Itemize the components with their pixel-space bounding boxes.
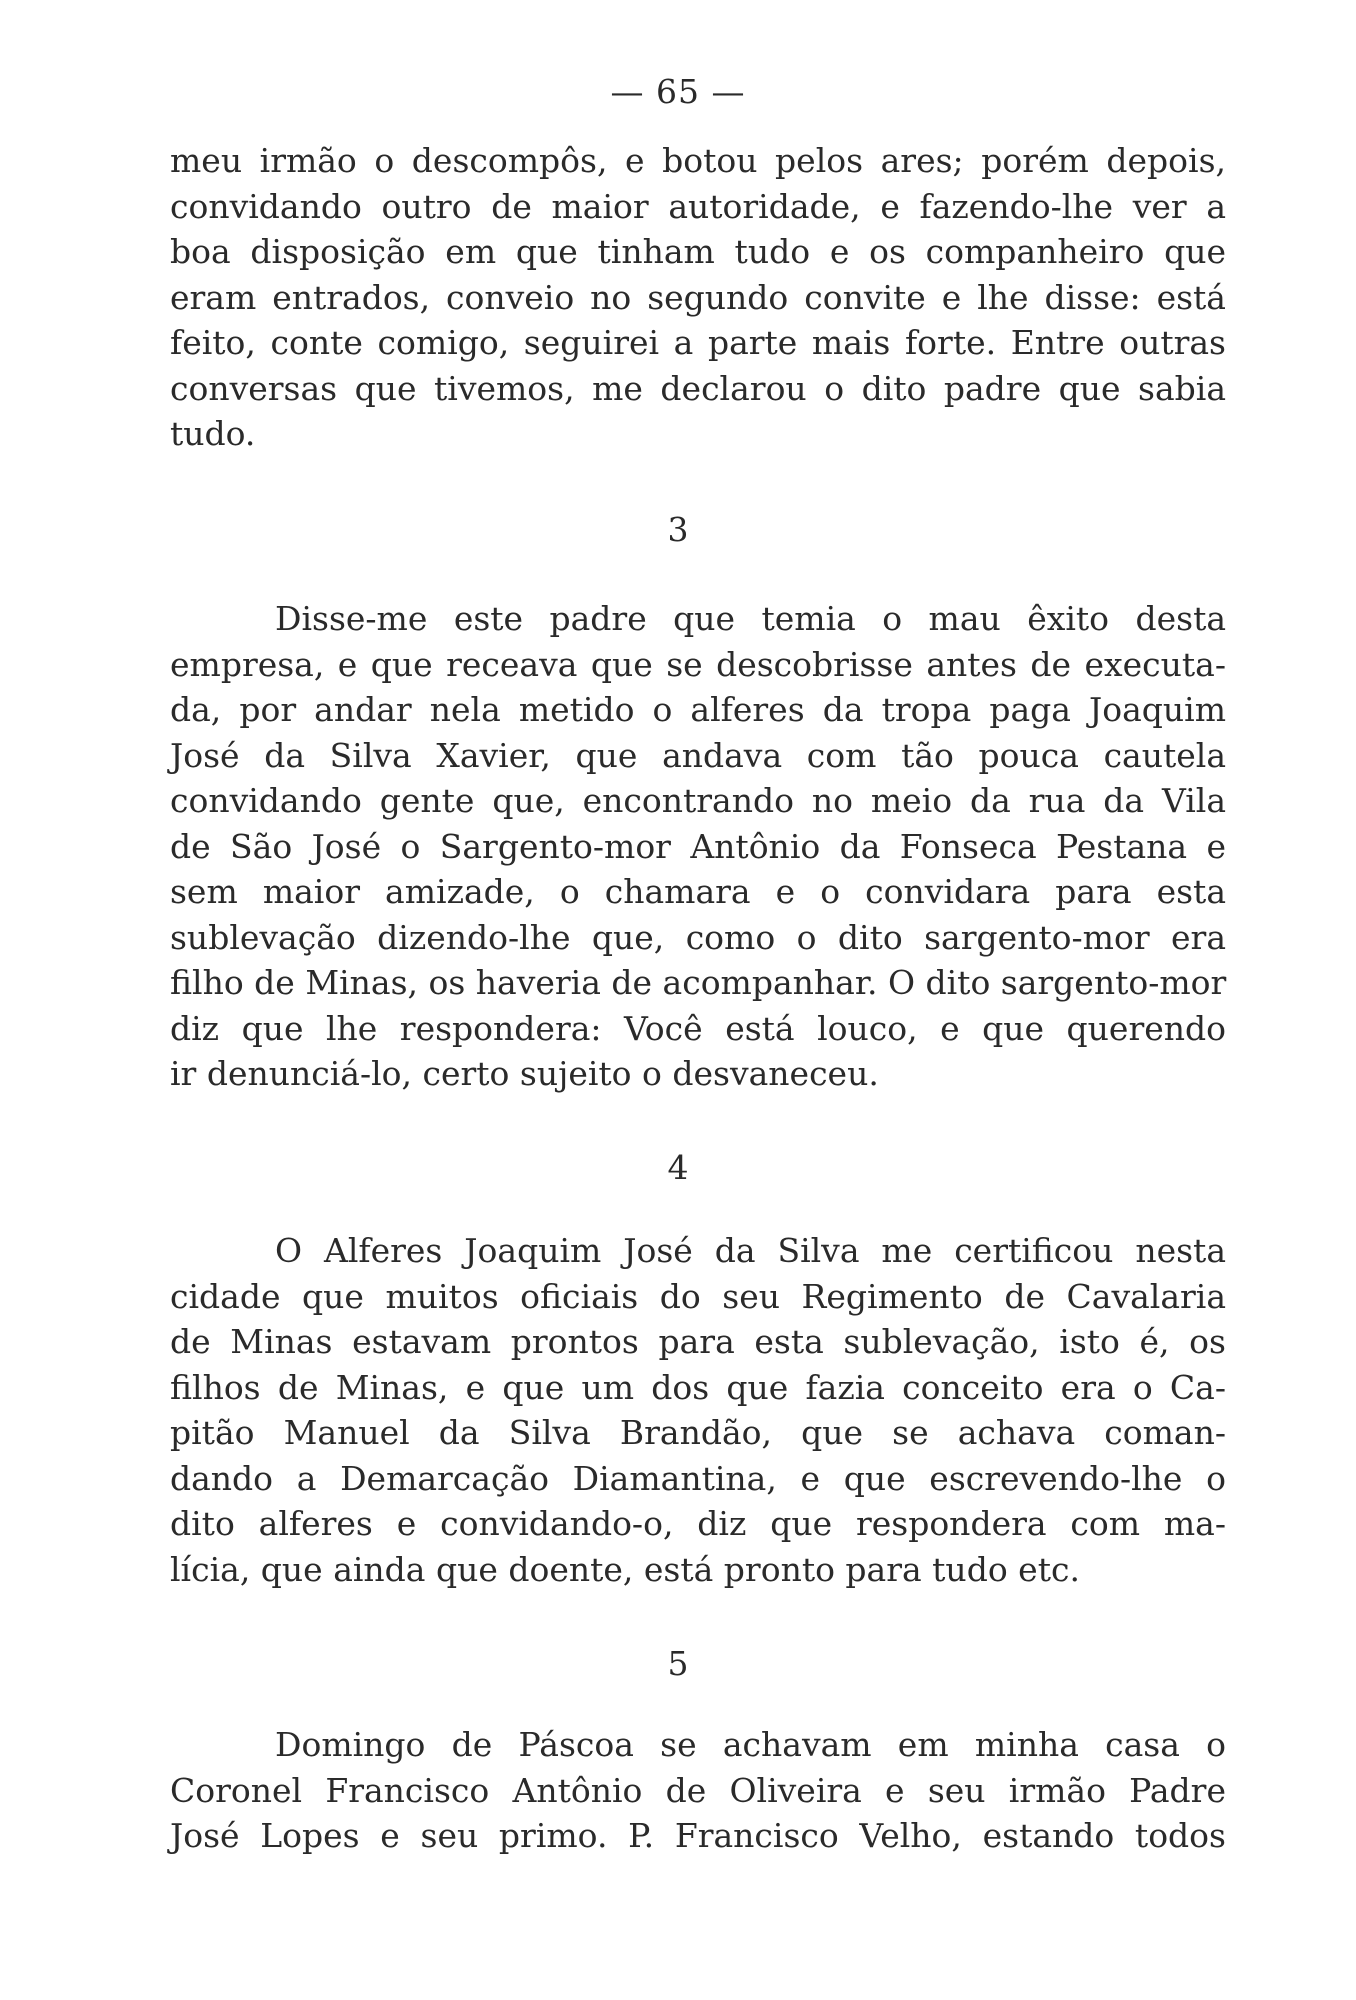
text-line: convidando gente que, encontrando no meio da rua da Vila xyxy=(170,781,1226,820)
text-line: sem maior amizade, o chamara e o convidara para esta xyxy=(170,872,1226,911)
text-line: eram entrados, conveio no segundo convite e lhe disse: está xyxy=(170,277,1226,317)
text-line: empresa, e que receava que se descobrisse antes de executa- xyxy=(170,644,1226,684)
text-line: boa disposição em que tinham tudo e os companheiro que xyxy=(170,232,1226,271)
text-line: Domingo de Páscoa se achavam em minha casa o xyxy=(275,1725,1226,1764)
text-line: diz que lhe respondera: Você está louco, e que querendo xyxy=(170,1008,1226,1048)
text-line: sublevação dizendo-lhe que, como o dito sargento-mor era xyxy=(170,917,1226,957)
section-number-3: 3 xyxy=(667,510,689,549)
section-number-4: 4 xyxy=(667,1148,689,1187)
section-3-paragraph xyxy=(170,596,1226,1097)
page-number: — 65 — xyxy=(610,72,746,111)
paragraph-continuation xyxy=(170,138,1226,457)
text-line: filhos de Minas, e que um dos que fazia conceito era o Ca- xyxy=(170,1367,1226,1407)
text-line: dando a Demarcação Diamantina, e que escrevendo-lhe o xyxy=(170,1458,1226,1498)
text-line: feito, conte comigo, seguirei a parte mais forte. Entre outras xyxy=(170,323,1226,362)
text-line: tudo. xyxy=(170,414,256,453)
section-4-paragraph xyxy=(170,1228,1226,1592)
text-line: convidando outro de maior autoridade, e fazendo-lhe ver a xyxy=(170,186,1226,226)
text-line: cidade que muitos oficiais do seu Regimento de Cavalaria xyxy=(170,1276,1226,1316)
text-line: José da Silva Xavier, que andava com tão pouca cautela xyxy=(170,735,1226,775)
text-line: Disse-me este padre que temia o mau êxito desta xyxy=(275,599,1226,638)
text-line: Coronel Francisco Antônio de Oliveira e seu irmão Padre xyxy=(170,1770,1226,1810)
text-line: da, por andar nela metido o alferes da tropa paga Joaquim xyxy=(170,690,1226,729)
text-line: conversas que tivemos, me declarou o dito padre que sabia xyxy=(170,368,1226,408)
section-5-paragraph xyxy=(170,1722,1226,1859)
text-line: lícia, que ainda que doente, está pronto para tudo etc. xyxy=(170,1549,1080,1589)
text-line: dito alferes e convidando-o, diz que respondera com ma- xyxy=(170,1504,1226,1543)
text-line: de Minas estavam prontos para esta sublevação, isto é, os xyxy=(170,1322,1226,1361)
text-line: O Alferes Joaquim José da Silva me certificou nesta xyxy=(275,1231,1226,1270)
text-line: de São José o Sargento-mor Antônio da Fonseca Pestana e xyxy=(170,826,1226,866)
text-line: meu irmão o descompôs, e botou pelos ares; porém depois, xyxy=(170,141,1226,180)
text-line: ir denunciá-lo, certo sujeito o desvaneceu. xyxy=(170,1054,879,1093)
text-line: José Lopes e seu primo. P. Francisco Velho, estando todos xyxy=(170,1816,1226,1855)
text-line: pitão Manuel da Silva Brandão, que se achava coman- xyxy=(170,1413,1226,1452)
section-number-5: 5 xyxy=(667,1644,689,1683)
text-line: filho de Minas, os haveria de acompanhar. O dito sargento-mor xyxy=(170,963,1227,1002)
